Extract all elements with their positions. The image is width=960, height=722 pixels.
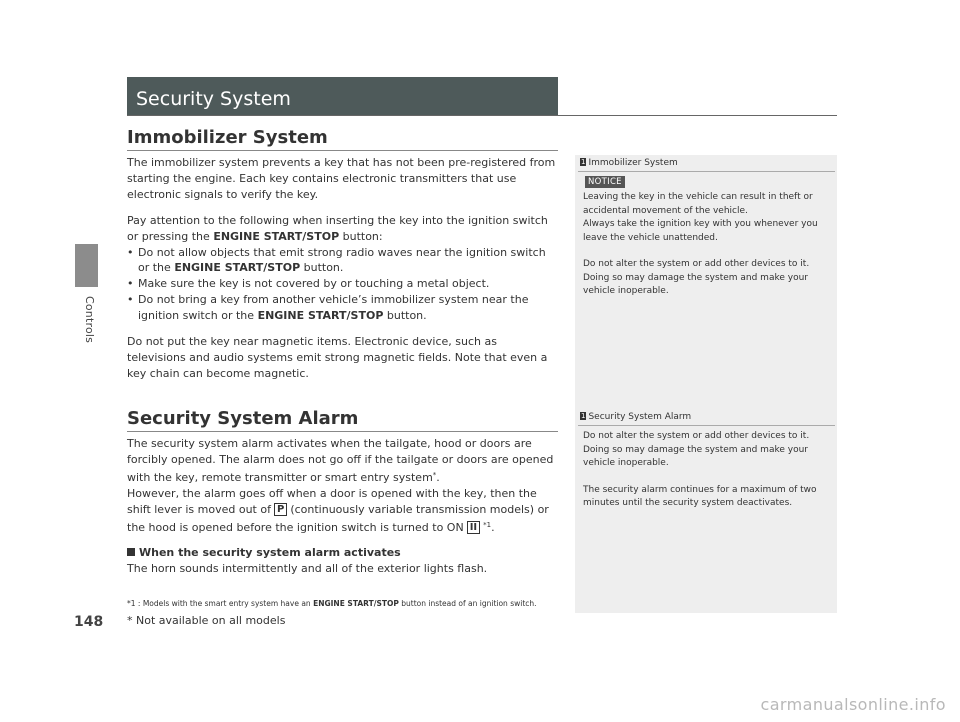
section-title-banner [127, 77, 558, 115]
immobilizer-note-title: 1 Immobilizer System [581, 158, 678, 168]
watermark: carmanualsonline.info [760, 695, 946, 714]
alarm-subheading-text: The horn sounds intermittently and all of the exterior lights flash. [127, 562, 488, 576]
index-icon: 1 [581, 412, 586, 420]
park-position-key: P [274, 503, 287, 516]
alarm-subheading: When the security system alarm activates [127, 545, 558, 561]
ignition-on-key: II [467, 521, 480, 534]
availability-note: * Not available on all models [127, 614, 286, 627]
alarm-paragraph-1: The security system alarm activates when the tailgate, hood or doors are forcibly opened. The alarm does not go off if the tailgate or doors are opened with the key, remote transmitter or smart entry system*. [127, 437, 554, 484]
square-bullet-icon [127, 548, 135, 556]
notice-badge: NOTICE [585, 176, 625, 188]
index-icon: 1 [581, 158, 586, 166]
alarm-note-rule [578, 425, 835, 426]
immobilizer-paragraph-3: Do not put the key near magnetic items. Electronic device, such as televisions and audio systems emit strong magnetic fields. Note that even a key chain can become magnetic. [127, 335, 548, 380]
alarm-paragraph-2: However, the alarm goes off when a door is opened with the key, then the shift lever is moved out of P (continuously variable transmission models) or the hood is opened before the ignition switch is turned to ON II $^{*1}$. [127, 486, 549, 534]
section-title: Security System [136, 88, 291, 110]
alarm-body [127, 436, 558, 577]
section-divider [127, 115, 837, 116]
alarm-note-text: Do not alter the system or add other devices to it. Doing so may damage the system and make your vehicle inoperable. The security alarm continues for a maximum of two minutes until the security system deactivates. [583, 431, 817, 508]
side-section-label: Controls [83, 296, 96, 344]
immobilizer-paragraph-1: The immobilizer system prevents a key that has not been pre-registered from starting the engine. Each key contains electronic transmitters that use electronic signals to verify the key. [127, 156, 556, 201]
alarm-heading: Security System Alarm [127, 408, 359, 429]
immobilizer-bullet-2: • Make sure the key is not covered by or touching a metal object. [127, 277, 490, 291]
alarm-note-title: 1 Security System Alarm [581, 412, 692, 422]
footnote: *1 : Models with the smart entry system have an ENGINE START/STOP button instead of an ignition switch. [127, 599, 537, 608]
section-tab-marker [75, 244, 98, 287]
immobilizer-body [127, 155, 558, 382]
immobilizer-heading-rule [127, 150, 558, 151]
immobilizer-paragraph-2: Pay attention to the following when inserting the key into the ignition switch or pressing the ENGINE START/STOP button: [127, 213, 548, 243]
alarm-heading-rule [127, 431, 558, 432]
immobilizer-note-rule [578, 171, 835, 172]
page-number: 148 [74, 614, 104, 630]
immobilizer-bullet-1: • Do not allow objects that emit strong radio waves near the ignition switch or the ENGINE START/STOP button. [127, 245, 546, 275]
immobilizer-bullet-3: • Do not bring a key from another vehicle’s immobilizer system near the ignition switch or the ENGINE START/STOP button. [127, 293, 529, 323]
immobilizer-heading: Immobilizer System [127, 127, 328, 148]
immobilizer-note-text: Leaving the key in the vehicle can result in theft or accidental movement of the vehicle. Always take the ignition key with you whenever you leave the vehicle unattended. Do not alter the system or add other devices to it. Doing so may damage the system and make your vehicle inoperable. [583, 192, 818, 296]
